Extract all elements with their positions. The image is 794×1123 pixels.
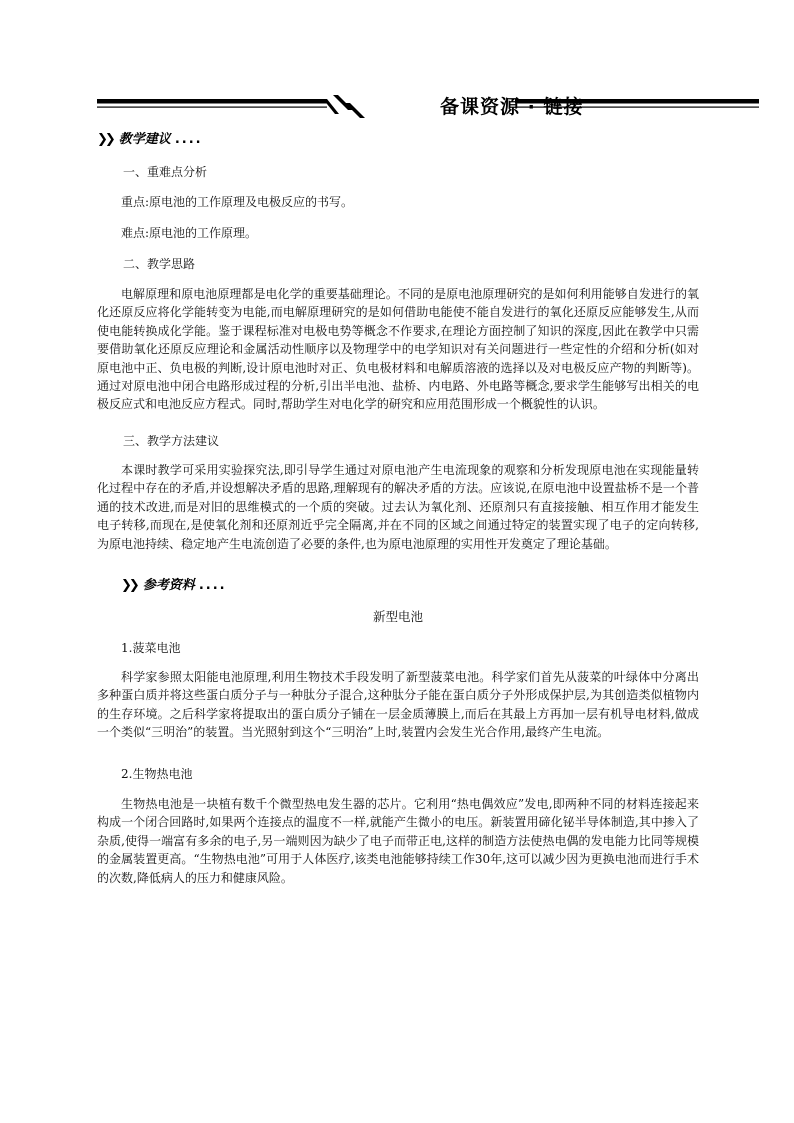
double-chevron-icon: ❯❯ <box>97 132 113 147</box>
paragraph-bio-thermal-battery: 生物热电池是一块植有数千个微型热电发生器的芯片。它利用“热电偶效应”发电,即两种不同的材料连接起来构成一个闭合回路时,如果两个连接点的温度不一样,就能产生微小的电压。新装置用碲化铋半导体制造,其中掺入了杂质,使得一端富有多余的电子,另一端则因为缺少了电子而带正电,这样的制造方法使热电偶的发电能力比同等规模的金属装置更高。“生物热电池”可用于人体医疗,该类电池能够持续工作30年,这可以减少因为更换电池而进行手术的次数,降低病人的压力和健康风险。 <box>97 797 699 885</box>
paragraph-spinach-battery: 科学家参照太阳能电池原理,利用生物技术手段发明了新型菠菜电池。科学家们首先从菠菜的叶绿体中分离出多种蛋白质并将这些蛋白质分子与一种肽分子混合,这种肽分子能在蛋白质分子外形成保护层,为其创造类似植物内的生存环境。之后科学家将提取出的蛋白质分子铺在一层金质薄膜上,而后在其最上方再加一层有机导电材料,做成一个类似“三明治”的装置。当光照射到这个“三明治”上时,装置内会发生光合作用,最终产生电流。 <box>97 670 699 740</box>
section-head-teaching <box>97 132 203 148</box>
heading-thinking: 二、教学思路 <box>123 257 196 271</box>
section-label: 教学建议 <box>118 132 171 147</box>
paragraph-method: 本课时教学可采用实验探究法,即引导学生通过对原电池产生电流现象的观察和分析发现原电池在实现能量转化过程中存在的矛盾,并设想解决矛盾的思路,理解现有的解决矛盾的方法。应该说,在原电池中设置盐桥不是一个普通的技术改进,而是对旧的思维模式的一个质的突破。过去认为氧化剂、还原剂只有直接接触、相互作用才能发生电子转移,而现在,是使氧化剂和还原剂近乎完全隔离,并在不同的区域之间通过特定的装置实现了电子的定向转移,为原电池持续、稳定地产生电流创造了必要的条件,也为原电池原理的实用性开发奠定了理论基础。 <box>97 463 699 551</box>
section-dots: .... <box>198 578 227 593</box>
banner-title: 备课资源 · 链接 <box>440 96 584 118</box>
double-chevron-icon: ❯❯ <box>121 578 137 593</box>
reference-title: 新型电池 <box>372 609 423 624</box>
heading-spinach-battery: 1.菠菜电池 <box>121 641 181 655</box>
heading-method: 三、教学方法建议 <box>123 434 220 448</box>
banner-decoration <box>97 92 759 122</box>
difficult-point-text: 难点:原电池的工作原理。 <box>121 226 258 240</box>
key-point-text: 重点:原电池的工作原理及电极反应的书写。 <box>121 195 354 209</box>
paragraph-thinking: 电解原理和原电池原理都是电化学的重要基础理论。不同的是原电池原理研究的是如何利用能够自发进行的氧化还原反应将化学能转变为电能,而电解原理研究的是如何借助电能使不能自发进行的氧化还原反应能够发生,从而使电能转换成化学能。鉴于课程标准对电极电势等概念不作要求,在理论方面控制了知识的深度,因此在教学中只需要借助氧化还原反应理论和金属活动性顺序以及物理学中的电学知识对有关问题进行一些定性的介绍和分析(如对原电池中正、负电极的判断,设计原电池时对正、负电极材料和电解质溶液的选择以及对电极反应产物的判断等)。通过对原电池中闭合电路形成过程的分析,引出半电池、盐桥、内电路、外电路等概念,要求学生能够写出相关的电极反应式和电池反应方程式。同时,帮助学生对电化学的研究和应用范围形成一个概貌性的认识。 <box>97 287 699 412</box>
section-banner <box>97 92 759 122</box>
section-label: 参考资料 <box>142 578 195 593</box>
section-head-reference <box>121 578 227 594</box>
heading-bio-thermal-battery: 2.生物热电池 <box>121 767 193 781</box>
section-dots: .... <box>174 132 203 147</box>
heading-key-difficult: 一、重难点分析 <box>123 165 208 179</box>
